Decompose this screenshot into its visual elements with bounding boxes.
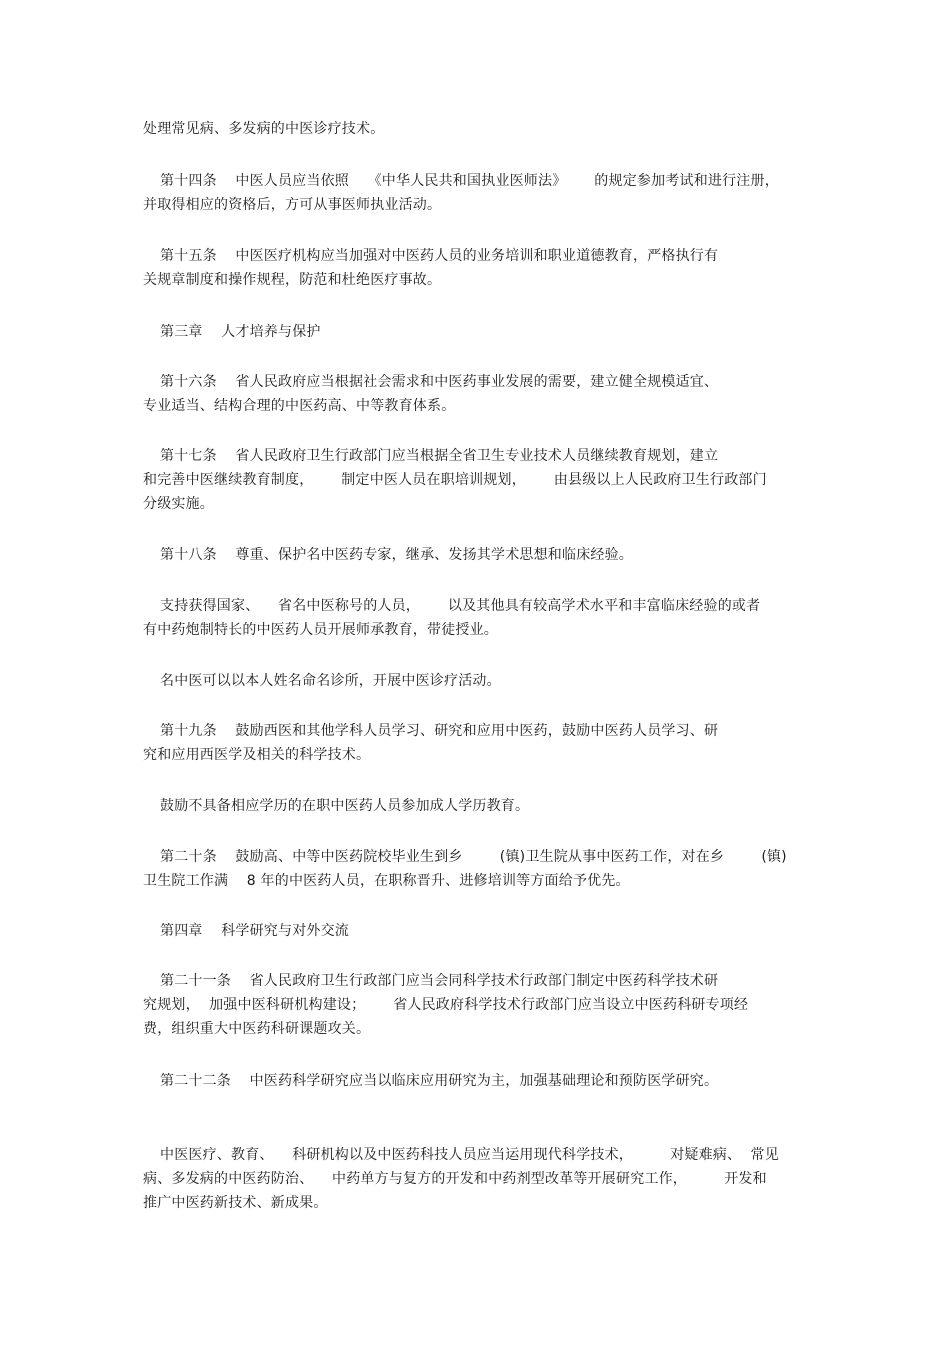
paragraph-research-line-2: 病、多发病的中医药防治、 中药单方与复方的开发和中药剂型改革等开展研究工作， 开发和 — [143, 1171, 767, 1187]
article-18-line-1: 第十八条 尊重、保护名中医药专家，继承、发扬其学术思想和临床经验。 — [160, 547, 633, 563]
paragraph-research-line-3: 推广中医药新技术、新成果。 — [143, 1195, 328, 1211]
article-20-line-2: 卫生院工作满 8 年的中医药人员，在职称晋升、进修培训等方面给予优先。 — [143, 873, 630, 889]
article-14-line-1: 第十四条 中医人员应当依照 《中华人民共和国执业医师法》 的规定参加考试和进行注册， — [160, 173, 779, 189]
chapter-4-heading: 第四章 科学研究与对外交流 — [160, 923, 349, 939]
article-19-line-2: 究和应用西医学及相关的科学技术。 — [143, 747, 371, 763]
article-21-line-2: 究规划， 加强中医科研机构建设； 省人民政府科学技术行政部门应当设立中医药科研专项经 — [143, 997, 749, 1013]
article-22-line-1: 第二十二条 中医药科学研究应当以临床应用研究为主，加强基础理论和预防医学研究。 — [160, 1073, 719, 1089]
article-21-line-3: 费，组织重大中医药科研课题攻关。 — [143, 1021, 371, 1037]
article-17-line-3: 分级实施。 — [143, 496, 214, 512]
article-16-line-2: 专业适当、结构合理的中医药高、中等教育体系。 — [143, 398, 456, 414]
paragraph-support-line-2: 有中药炮制特长的中医药人员开展师承教育，带徒授业。 — [143, 622, 498, 638]
article-17-line-2: 和完善中医继续教育制度， 制定中医人员在职培训规划， 由县级以上人民政府卫生行政部门 — [143, 472, 767, 488]
article-15-line-2: 关规章制度和操作规程，防范和杜绝医疗事故。 — [143, 272, 442, 288]
article-21-line-1: 第二十一条 省人民政府卫生行政部门应当会同科学技术行政部门制定中医药科学技术研 — [160, 973, 719, 989]
article-20-line-1: 第二十条 鼓励高、中等中医药院校毕业生到乡 (镇)卫生院从事中医药工作，对在乡 (镇) — [160, 849, 787, 865]
paragraph-support-line-1: 支持获得国家、 省名中医称号的人员， 以及其他具有较高学术水平和丰富临床经验的或者 — [160, 598, 761, 614]
paragraph-adult-education: 鼓励不具备相应学历的在职中医药人员参加成人学历教育。 — [160, 798, 530, 814]
article-14-line-2: 并取得相应的资格后，方可从事医师执业活动。 — [143, 197, 442, 213]
article-17-line-1: 第十七条 省人民政府卫生行政部门应当根据全省卫生专业技术人员继续教育规划，建立 — [160, 448, 719, 464]
article-16-line-1: 第十六条 省人民政府应当根据社会需求和中医药事业发展的需要，建立健全规模适宜、 — [160, 374, 719, 390]
paragraph-famous-doctor: 名中医可以以本人姓名命名诊所，开展中医诊疗活动。 — [160, 673, 501, 689]
text-line: 处理常见病、多发病的中医诊疗技术。 — [143, 121, 385, 137]
article-15-line-1: 第十五条 中医医疗机构应当加强对中医药人员的业务培训和职业道德教育，严格执行有 — [160, 248, 719, 264]
article-19-line-1: 第十九条 鼓励西医和其他学科人员学习、研究和应用中医药，鼓励中医药人员学习、研 — [160, 723, 719, 739]
chapter-3-heading: 第三章 人才培养与保护 — [160, 324, 321, 340]
paragraph-research-line-1: 中医医疗、教育、 科研机构以及中医药科技人员应当运用现代科学技术， 对疑难病、 常见 — [160, 1147, 779, 1163]
